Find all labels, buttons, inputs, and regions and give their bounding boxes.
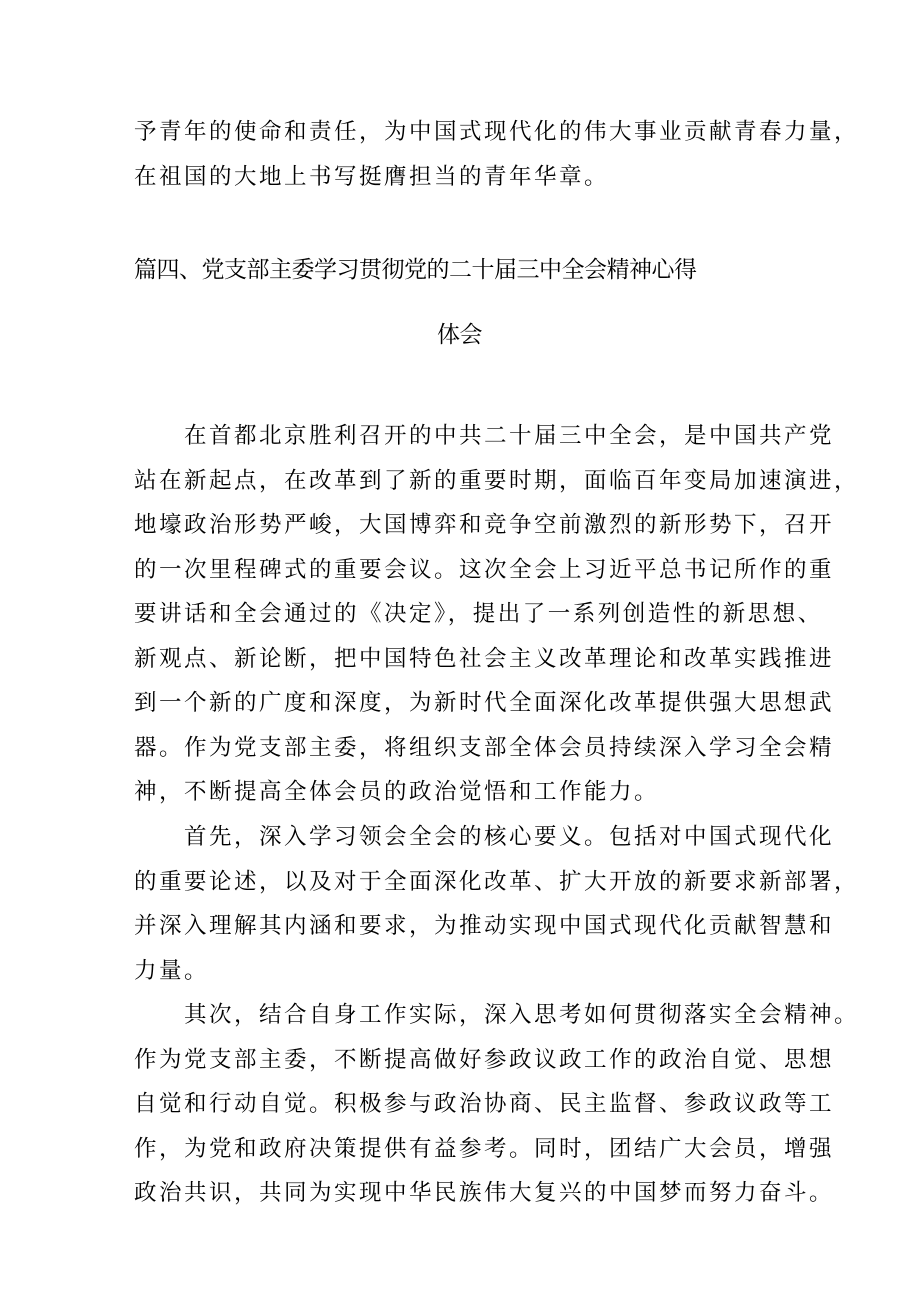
text-line: 的一次里程碑式的重要会议。这次全会上习近平总书记所作的重 — [134, 556, 835, 583]
text-line: 并深入理解其内涵和要求，为推动实现中国式现代化贡献智慧和 — [134, 913, 835, 939]
body-paragraph-1 — [134, 414, 860, 815]
text-line: 地壕政治形势严峻，大国博弈和竞争空前激烈的新形势下，召开 — [134, 512, 835, 538]
text-line: 在首都北京胜利召开的中共二十届三中全会，是中国共产党 — [184, 423, 835, 449]
text-line: 首先，深入学习领会全会的核心要义。包括对中国式现代化 — [184, 824, 835, 850]
text-line: 自觉和行动自觉。积极参与政治协商、民主监督、参政议政等工 — [134, 1091, 835, 1117]
text-line: 站在新起点，在改革到了新的重要时期，面临百年变局加速演进， — [134, 467, 860, 494]
text-line: 作，为党和政府决策提供有益参考。同时，团结广大会员，增强 — [134, 1135, 835, 1162]
body-paragraph-2 — [134, 815, 860, 993]
intro-paragraph — [134, 110, 860, 199]
text-line: 予青年的使命和责任，为中国式现代化的伟大事业贡献青春力量， — [134, 119, 860, 145]
body-paragraph-3 — [134, 993, 860, 1216]
text-line: 要讲话和全会通过的《决定》，提出了一系列创造性的新思想、 — [134, 601, 823, 627]
text-line: 作为党支部主委，不断提高做好参政议政工作的政治自觉、思想 — [134, 1046, 835, 1073]
text-line: 在祖国的大地上书写挺膺担当的青年华章。 — [134, 163, 610, 190]
text-line: 的重要论述，以及对于全面深化改革、扩大开放的新要求新部署， — [134, 868, 860, 895]
text-line: 器。作为党支部主委，将组织支部全体会员持续深入学习全会精 — [134, 734, 835, 761]
text-line: 神，不断提高全体会员的政治觉悟和工作能力。 — [134, 779, 660, 805]
text-line: 其次，结合自身工作实际，深入思考如何贯彻落实全会精神。 — [184, 1002, 860, 1028]
section-title-line-2: 体会 — [437, 322, 482, 348]
section-title-line-1: 篇四、党支部主委学习贯彻党的二十届三中全会精神心得 — [134, 257, 697, 283]
text-line: 到一个新的广度和深度，为新时代全面深化改革提供强大思想武 — [134, 690, 835, 716]
text-line: 力量。 — [134, 957, 210, 984]
text-line: 政治共识，共同为实现中华民族伟大复兴的中国梦而努力奋斗。 — [134, 1180, 835, 1206]
text-line: 新观点、新论断，把中国特色社会主义改革理论和改革实践推进 — [134, 645, 835, 672]
